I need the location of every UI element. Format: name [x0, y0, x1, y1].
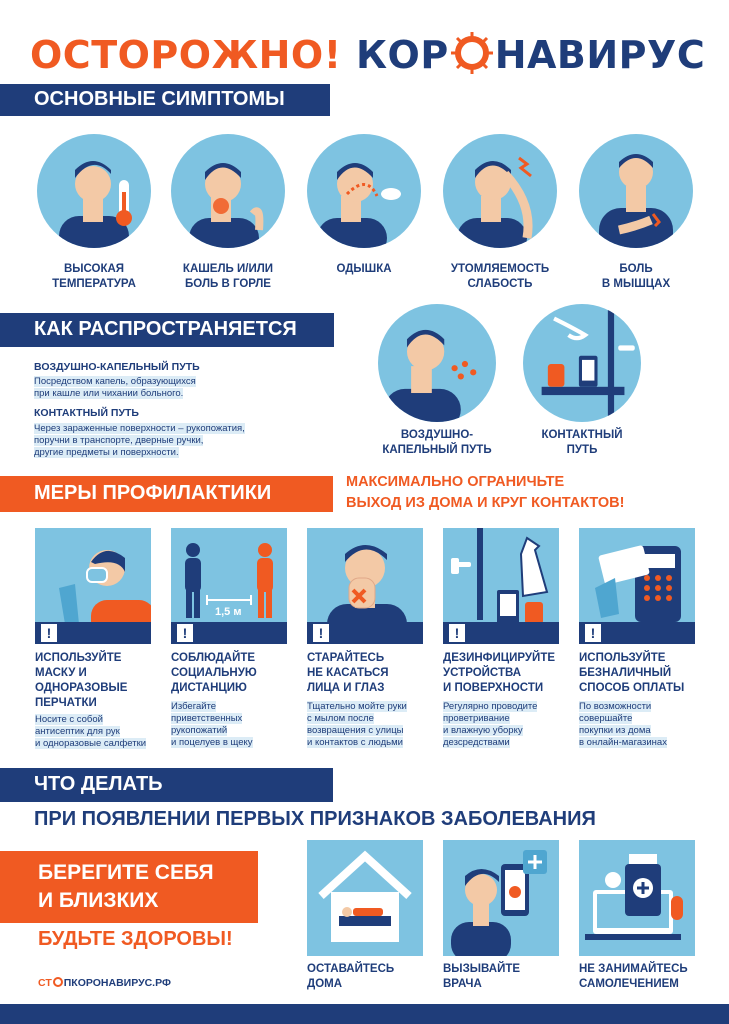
symptom-muscle-circle [579, 134, 693, 248]
symptom-fatigue-caption: УТОМЛЯЕМОСТЬ СЛАБОСТЬ [450, 263, 550, 290]
breath-icon [307, 134, 421, 248]
warning-icon: ! [41, 624, 57, 642]
prevention-heading: МЕРЫ ПРОФИЛАКТИКИ [0, 476, 333, 512]
warning-bar [307, 622, 423, 644]
distance-label: 1,5 м [215, 606, 242, 618]
call-doctor-tile [443, 840, 559, 956]
spread-contact-caption: КОНТАКТНЫЙ ПУТЬ [541, 429, 623, 456]
spread-airborne-caption: ВОЗДУШНО- КАПЕЛЬНЫЙ ПУТЬ [382, 429, 492, 456]
warning-icon: ! [313, 624, 329, 642]
site-logo: СТ ПКОРОНАВИРУС.РФ [38, 977, 171, 989]
call-doctor-caption: ВЫЗЫВАЙТЕ ВРАЧА [443, 963, 521, 990]
spread-contact-circle [523, 304, 641, 422]
no-self-treat-tile [579, 840, 695, 956]
symptom-breath-circle [307, 134, 421, 248]
prevention-disinfect-tile [443, 528, 559, 644]
stay-home-tile [307, 840, 423, 956]
prevention-mask-title: ИСПОЛЬЗУЙТЕ МАСКУ И ОДНОРАЗОВЫЕ ПЕРЧАТКИ [35, 652, 128, 709]
muscle-pain-icon [579, 134, 693, 248]
what-to-do-heading: ЧТО ДЕЛАТЬ [0, 768, 333, 802]
virus-icon [52, 976, 64, 988]
be-healthy-text: БУДЬТЕ ЗДОРОВЫ! [38, 928, 233, 950]
prevention-distance-tile [171, 528, 287, 644]
contact-title: КОНТАКТНЫЙ ПУТЬ [34, 407, 139, 419]
cough-icon [171, 134, 285, 248]
what-to-do-subheading: ПРИ ПОЯВЛЕНИИ ПЕРВЫХ ПРИЗНАКОВ ЗАБОЛЕВАНИЯ [34, 808, 596, 830]
prevention-disinfect-title: ДЕЗИНФИЦИРУЙТЕ УСТРОЙСТВА И ПОВЕРХНОСТИ [443, 652, 556, 694]
symptom-fever-circle [37, 134, 151, 248]
medicine-icon [579, 840, 695, 956]
warning-icon: ! [177, 624, 193, 642]
prevention-payment-text: По возможности совершайте покупки из дома в онлайн-магазинах [579, 701, 667, 748]
warning-bar [171, 622, 287, 644]
prevention-payment-tile [579, 528, 695, 644]
house-icon [307, 840, 423, 956]
contact-text: Через зараженные поверхности – рукопожатия, поручни в транспорте, дверные ручки, другие предметы и поверхности. [34, 423, 245, 458]
prevention-distance-text: Избегайте приветственных рукопожатий и поцелуев в щеку [171, 701, 253, 748]
phone-doctor-icon [443, 840, 559, 956]
prevention-mask-text: Носите с собой антисептик для рук и одноразовые салфетки [35, 714, 147, 749]
thermometer-icon [37, 134, 151, 248]
warning-bar [443, 622, 559, 644]
prevention-face-text: Тщательно мойте руки с мылом после возвращения с улицы и контактов с людьми [307, 701, 407, 748]
prevention-slogan: МАКСИМАЛЬНО ОГРАНИЧЬТЕ ВЫХОД ИЗ ДОМА И КРУГ КОНТАКТОВ! [346, 474, 625, 511]
title-warning: ОСТОРОЖНО! [30, 33, 342, 77]
prevention-face-title: СТАРАЙТЕСЬ НЕ КАСАТЬСЯ ЛИЦА И ГЛАЗ [307, 652, 389, 694]
prevention-distance-title: СОБЛЮДАЙТЕ СОЦИАЛЬНУЮ ДИСТАНЦИЮ [171, 652, 257, 694]
symptom-cough-circle [171, 134, 285, 248]
warning-bar [35, 622, 151, 644]
fatigue-icon [443, 134, 557, 248]
warning-icon: ! [585, 624, 601, 642]
footer-bar [0, 1004, 729, 1024]
prevention-payment-title: ИСПОЛЬЗУЙТЕ БЕЗНАЛИЧНЫЙ СПОСОБ ОПЛАТЫ [579, 652, 685, 694]
virus-icon [449, 30, 495, 76]
title-coronavirus-pre: КОР [355, 33, 449, 77]
spread-airborne-circle [378, 304, 496, 422]
airborne-title: ВОЗДУШНО-КАПЕЛЬНЫЙ ПУТЬ [34, 361, 200, 373]
spread-heading: КАК РАСПРОСТРАНЯЕТСЯ [0, 313, 334, 347]
prevention-mask-tile [35, 528, 151, 644]
symptoms-heading: ОСНОВНЫЕ СИМПТОМЫ [0, 84, 330, 116]
door-handle-icon [523, 304, 641, 422]
warning-bar [579, 622, 695, 644]
no-self-treat-caption: НЕ ЗАНИМАЙТЕСЬ САМОЛЕЧЕНИЕМ [579, 963, 688, 990]
care-banner: БЕРЕГИТЕ СЕБЯ И БЛИЗКИХ [0, 851, 258, 923]
prevention-face-tile [307, 528, 423, 644]
droplets-icon [378, 304, 496, 422]
stay-home-caption: ОСТАВАЙТЕСЬ ДОМА [307, 963, 395, 990]
poster-title [30, 30, 710, 78]
title-coronavirus-post: НАВИРУС [494, 33, 706, 77]
symptom-cough-caption: КАШЕЛЬ И/ИЛИ БОЛЬ В ГОРЛЕ [182, 263, 274, 290]
prevention-disinfect-text: Регулярно проводите проветривание и влажную уборку дезсредствами [443, 701, 538, 748]
warning-icon: ! [449, 624, 465, 642]
symptom-muscle-caption: БОЛЬ В МЫШЦАХ [601, 263, 671, 290]
symptom-fatigue-circle [443, 134, 557, 248]
airborne-text: Посредством капель, образующихся при кашле или чихании больного. [34, 376, 196, 399]
symptom-breath-caption: ОДЫШКА [336, 263, 392, 275]
symptom-fever-caption: ВЫСОКАЯ ТЕМПЕРАТУРА [52, 263, 136, 290]
